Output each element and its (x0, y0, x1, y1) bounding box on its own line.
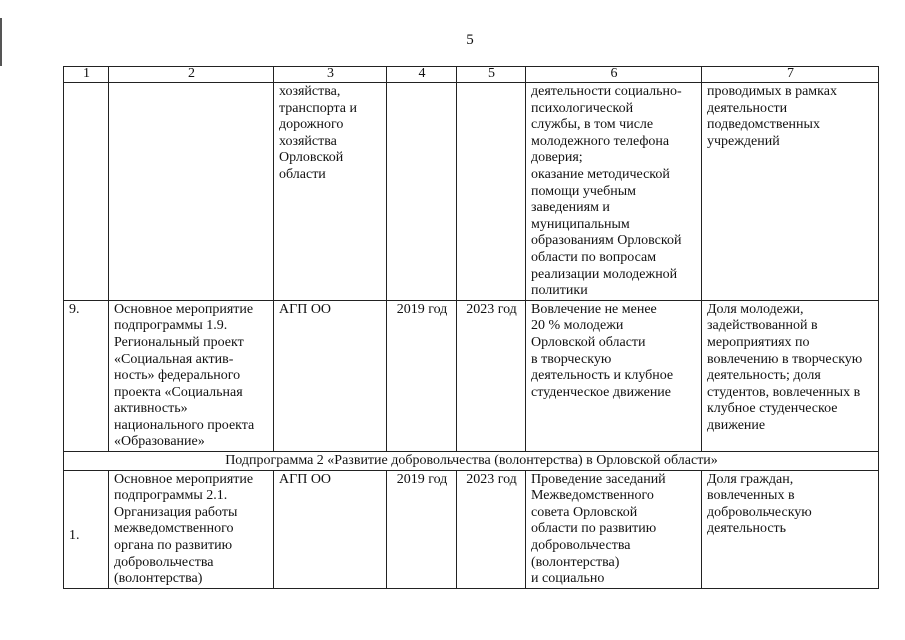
table-cell-executor: хозяйства, транспорта и дорожного хозяйства Орловской области (274, 83, 387, 301)
page-number: 5 (466, 32, 474, 48)
table-cell-end-year: 2023 год (457, 470, 526, 588)
table-cell-indicator: проводимых в рамках деятельности подведомственных учреждений (702, 83, 879, 301)
table-cell-empty (457, 83, 526, 301)
table-cell-activity-name: Основное мероприятие подпрограммы 1.9. Региональный проект «Социальная актив- ность» федерального проекта «Социальная активность» национального проекта «Образование» (109, 300, 274, 451)
table-header-row (64, 67, 879, 83)
table-cell-start-year: 2019 год (387, 300, 457, 451)
column-header: 7 (702, 67, 879, 83)
table-cell-number-wrap (64, 470, 109, 588)
program-table (63, 66, 879, 589)
table-row-1 (64, 470, 879, 588)
subprogram-row (64, 452, 879, 471)
subprogram-title: Подпрограмма 2 «Развитие добровольчества (волонтерства) в Орловской области» (64, 452, 879, 471)
column-header: 6 (526, 67, 702, 83)
table-row-9 (64, 300, 879, 451)
table-cell-number: 1. (69, 527, 80, 543)
table-cell-start-year: 2019 год (387, 470, 457, 588)
table-cell-end-year: 2023 год (457, 300, 526, 451)
table-cell-activity-name: Основное мероприятие подпрограммы 2.1. Организация работы межведомственного органа по развитию добровольчества (волонтерства) (109, 470, 274, 588)
column-header: 1 (64, 67, 109, 83)
table-row-continued (64, 83, 879, 301)
table-cell-result: Проведение заседаний Межведомственного совета Орловской области по развитию добровольчества (волонтерства) и социально (526, 470, 702, 588)
table-cell-number: 9. (64, 300, 109, 451)
column-header: 5 (457, 67, 526, 83)
table-cell-result: деятельности социально- психологической службы, в том числе молодежного телефона доверия; оказание методической помощи учебным заведениям и муниципальным образованиям Орловской области по вопросам реализации молодежной политики (526, 83, 702, 301)
column-header: 4 (387, 67, 457, 83)
table-cell-empty (387, 83, 457, 301)
table-cell-executor: АГП ОО (274, 300, 387, 451)
column-header: 3 (274, 67, 387, 83)
table-cell-result: Вовлечение не менее 20 % молодежи Орловской области в творческую деятельность и клубное студенческое движение (526, 300, 702, 451)
table-cell-indicator: Доля граждан, вовлеченных в добровольческую деятельность (702, 470, 879, 588)
table-cell-executor: АГП ОО (274, 470, 387, 588)
column-header: 2 (109, 67, 274, 83)
table-cell-indicator: Доля молодежи, задействованной в мероприятиях по вовлечению в творческую деятельность; доля студентов, вовлеченных в клубное студенческое движение (702, 300, 879, 451)
table-cell-empty (64, 83, 109, 301)
table-cell-empty (109, 83, 274, 301)
